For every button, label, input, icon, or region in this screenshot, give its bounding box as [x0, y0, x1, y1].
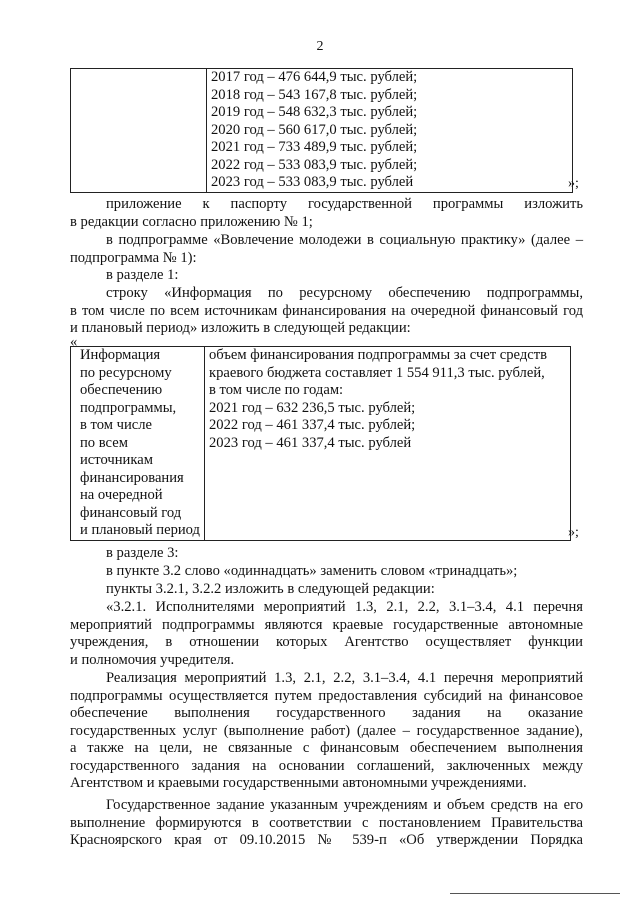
section-1-heading: в разделе 1: [106, 267, 179, 283]
funding-line: 2022 год – 533 083,9 тыс. рублей; [211, 156, 418, 173]
paragraph-appendix [70, 196, 583, 231]
label-line: в том числе [80, 417, 153, 433]
funding-line: 2018 год – 543 167,8 тыс. рублей; [211, 86, 418, 103]
value-line: в том числе по годам: [209, 382, 344, 398]
text-line: и плановый период» изложить в следующей редакции: [70, 320, 411, 336]
paragraph-row-info [70, 285, 583, 338]
value-line: краевого бюджета составляет 1 554 911,3 тыс. рублей, [209, 364, 545, 381]
text-line: выполнение формируются в соответствии с постановлением Правительства [70, 814, 583, 831]
closing-quote-mark: »; [568, 525, 579, 540]
value-line: 2023 год – 461 337,4 тыс. рублей [209, 434, 412, 451]
opening-quote-mark: « [70, 334, 78, 350]
funding-line: 2020 год – 560 617,0 тыс. рублей; [211, 121, 418, 138]
page-number: 2 [316, 39, 324, 54]
label-line: по всем [80, 434, 128, 451]
value-line: объем финансирования подпрограммы за счет средств [209, 347, 548, 363]
value-line: 2021 год – 632 236,5 тыс. рублей; [209, 399, 416, 416]
label-line: Информация [80, 347, 161, 363]
table-cell-label [71, 347, 205, 541]
paragraph-subprogram [70, 232, 583, 267]
label-line: источникам [80, 452, 153, 468]
text-line: обеспечение выполнения государственного задания на оказание [70, 705, 583, 721]
table-cell-funding-years [207, 69, 573, 193]
closing-quote-mark: »; [568, 176, 579, 191]
text-line: в подпрограмме «Вовлечение молодежи в социальную практику» (далее – [106, 232, 583, 248]
label-line: по ресурсному [80, 364, 172, 381]
funding-table-subprogram [70, 346, 571, 541]
text-line: Государственное задание указанным учреждениям и объем средств на его [106, 797, 583, 813]
value-line: 2022 год – 461 337,4 тыс. рублей; [209, 417, 416, 433]
label-line: финансовый год [80, 504, 182, 521]
text-line: «3.2.1. Исполнителями мероприятий 1.3, 2.1, 2.2, 3.1–3.4, 4.1 перечня [106, 599, 583, 615]
label-line: и плановый период [80, 522, 200, 538]
text-line: подпрограмма № 1): [70, 249, 197, 266]
label-line: подпрограммы, [80, 399, 177, 416]
text-line: строку «Информация по ресурсному обеспечению подпрограммы, [106, 285, 583, 301]
text-line: государственных услуг (выполнение работ) (далее – государственное задание), [70, 722, 583, 739]
funding-line: 2021 год – 733 489,9 тыс. рублей; [211, 139, 418, 155]
label-line: финансирования [80, 469, 184, 486]
table-cell-value [205, 347, 571, 541]
footer-divider [450, 893, 620, 894]
text-line: в редакции согласно приложению № 1; [70, 213, 313, 230]
text-line: подпрограммы осуществляется путем предоставления субсидий на финансовое [70, 687, 583, 704]
section-3-heading: в разделе 3: [106, 545, 179, 561]
funding-line: 2017 год – 476 644,9 тыс. рублей; [211, 69, 418, 85]
funding-table-program [70, 68, 573, 193]
text-line: Агентством и краевыми государственными автономными учреждениями. [70, 775, 527, 791]
label-line: на очередной [80, 487, 163, 503]
funding-line: 2019 год – 548 632,3 тыс. рублей; [211, 104, 418, 120]
section-3-item-replace: в пункте 3.2 слово «одиннадцать» заменить словом «тринадцать»; [106, 563, 518, 579]
table-cell-empty [71, 69, 207, 193]
text-line: государственного задания на основании соглашений, заключенных между [70, 757, 583, 774]
text-line: учреждения, в отношении которых Агентство осуществляет функции [70, 634, 583, 650]
text-line: в том числе по всем источникам финансирования на очередной финансовый год [70, 302, 583, 319]
label-line: обеспечению [80, 382, 163, 398]
text-line: и полномочия учредителя. [70, 651, 235, 668]
paragraph-3-2-1 [70, 599, 583, 669]
paragraph-implementation [70, 670, 583, 793]
paragraph-state-task [70, 797, 583, 850]
text-line: приложение к паспорту государственной программы изложить [106, 196, 583, 212]
funding-line: 2023 год – 533 083,9 тыс. рублей [211, 174, 414, 190]
text-line: мероприятий подпрограммы являются краевые государственные автономные [70, 616, 583, 633]
text-line: а также на цели, не связанные с финансовым обеспечением выполнения [70, 740, 583, 756]
text-line: Реализация мероприятий 1.3, 2.1, 2.2, 3.1–3.4, 4.1 перечня мероприятий [106, 670, 583, 686]
text-line: Красноярского края от 09.10.2015 № 539-п «Об утверждении Порядка [70, 832, 583, 848]
section-3-item-points: пункты 3.2.1, 3.2.2 изложить в следующей редакции: [106, 581, 435, 597]
